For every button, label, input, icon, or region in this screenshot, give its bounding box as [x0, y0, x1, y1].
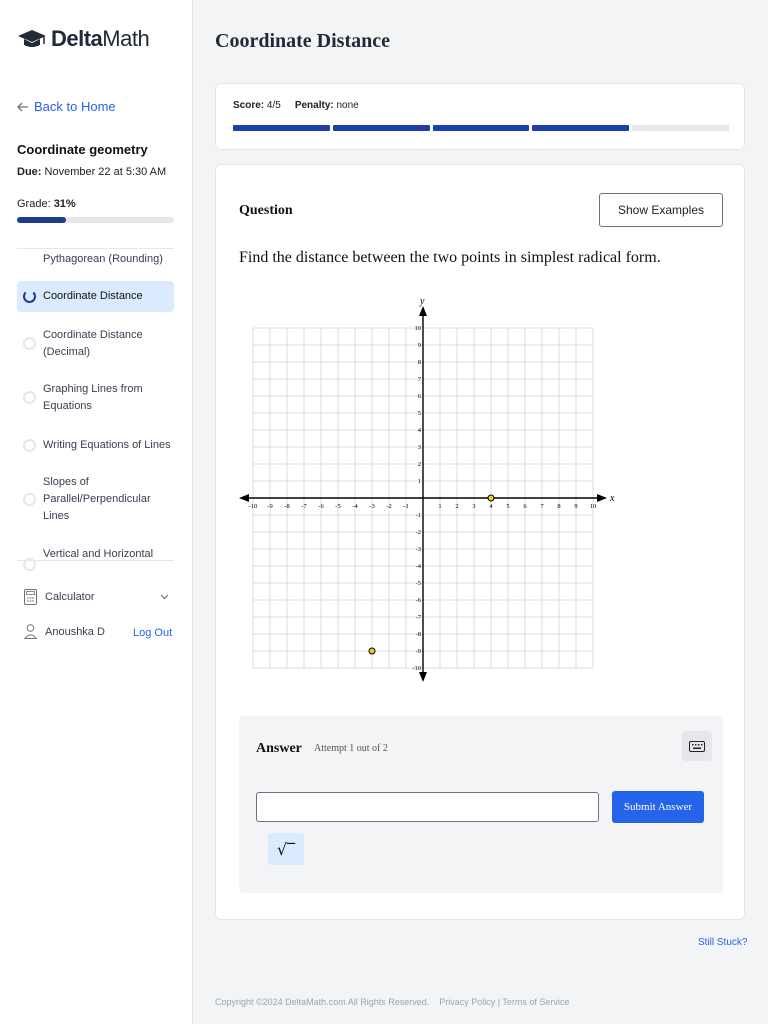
y-tick-label: -5	[415, 580, 421, 587]
keyboard-icon	[689, 741, 705, 752]
data-point	[369, 648, 375, 654]
x-tick-label: -7	[301, 503, 307, 510]
x-axis-label: x	[610, 493, 615, 504]
y-tick-label: -1	[415, 512, 421, 519]
still-stuck-link[interactable]: Still Stuck?	[698, 937, 748, 948]
topic-item-active[interactable]	[17, 281, 174, 312]
submit-answer-button[interactable]: Submit Answer	[612, 791, 704, 823]
x-tick-label: -5	[335, 503, 341, 510]
y-tick-label: -2	[415, 529, 421, 536]
user-icon	[24, 624, 37, 639]
y-tick-label: 6	[417, 393, 421, 400]
x-tick-label: -8	[284, 503, 290, 510]
progress-ring-icon	[23, 439, 36, 452]
score-segment	[433, 125, 530, 131]
assignment-title: Coordinate geometry	[17, 142, 148, 157]
footer-copyright: Copyright ©2024 DeltaMath.com All Rights Reserved.	[215, 997, 430, 1007]
y-tick-label: 4	[417, 427, 421, 434]
calculator-label: Calculator	[45, 591, 95, 603]
x-axis-arrow-right	[597, 494, 607, 502]
progress-ring-icon	[23, 290, 36, 303]
y-tick-label: -9	[415, 648, 421, 655]
score-info	[233, 100, 359, 111]
x-tick-label: 4	[489, 503, 493, 510]
square-root-button[interactable]: √‾	[268, 833, 304, 865]
y-tick-label: -7	[415, 614, 421, 621]
coordinate-plane	[248, 295, 615, 685]
question-text: Find the distance between the two points in simplest radical form.	[239, 249, 661, 266]
progress-ring-icon	[23, 558, 36, 571]
y-tick-label: 8	[417, 359, 421, 366]
y-tick-label: -10	[412, 665, 421, 672]
topic-item[interactable]	[17, 474, 174, 525]
x-tick-label: -9	[267, 503, 273, 510]
topic-item[interactable]	[17, 381, 174, 415]
x-tick-label: 9	[574, 503, 578, 510]
grade-label: Grade:	[17, 198, 54, 210]
answer-panel	[239, 716, 723, 893]
y-tick-label: 1	[417, 478, 421, 485]
x-tick-label: -2	[386, 503, 392, 510]
y-axis-arrow-up	[419, 306, 427, 316]
keyboard-toggle-button[interactable]	[682, 731, 712, 761]
topic-label: Coordinate Distance (Decimal)	[43, 329, 143, 358]
topic-list[interactable]	[17, 248, 174, 561]
score-progress-segments	[233, 125, 729, 131]
x-tick-label: -4	[352, 503, 358, 510]
logo-text-bold: Delta	[51, 26, 103, 51]
x-tick-label: 8	[557, 503, 561, 510]
x-tick-label: 2	[455, 503, 459, 510]
topic-item[interactable]	[17, 327, 174, 361]
y-tick-label: -4	[415, 563, 421, 570]
topic-item[interactable]	[17, 251, 174, 268]
x-tick-label: -6	[318, 503, 324, 510]
topic-label: Slopes of Parallel/Perpendicular Lines	[43, 476, 151, 522]
x-tick-label: 10	[589, 503, 597, 510]
answer-input[interactable]	[256, 792, 599, 822]
y-tick-label: 3	[417, 444, 421, 451]
topic-label: Graphing Lines from Equations	[43, 383, 143, 412]
y-tick-label: 5	[417, 410, 421, 417]
due-label: Due:	[17, 166, 42, 178]
y-tick-label: -6	[415, 597, 421, 604]
y-tick-label: 9	[417, 342, 421, 349]
sidebar	[0, 0, 193, 1024]
logo-text-light: Math	[102, 26, 150, 51]
page-title: Coordinate Distance	[215, 30, 390, 52]
score-segment	[632, 125, 729, 131]
answer-heading: Answer	[256, 741, 302, 756]
y-tick-label: 2	[417, 461, 421, 468]
back-to-home-link[interactable]	[17, 99, 116, 114]
back-to-home-label: Back to Home	[34, 99, 116, 114]
y-axis-arrow-down	[419, 672, 427, 682]
question-card	[215, 164, 745, 920]
y-tick-label: -8	[415, 631, 421, 638]
x-tick-label: -3	[369, 503, 375, 510]
grade	[17, 198, 76, 210]
x-tick-label: 7	[540, 503, 544, 510]
grade-progress-bar	[17, 217, 174, 223]
progress-ring-icon	[23, 493, 36, 506]
score-value: 4/5	[264, 100, 281, 111]
x-tick-label: -1	[403, 503, 409, 510]
topic-label: Writing Equations of Lines	[43, 439, 171, 451]
footer-policy-links[interactable]: Privacy Policy | Terms of Service	[439, 997, 570, 1007]
footer	[215, 997, 569, 1007]
score-segment	[233, 125, 330, 131]
topic-label: Pythagorean (Rounding)	[43, 253, 163, 265]
x-tick-label: 5	[506, 503, 510, 510]
progress-ring-icon	[23, 391, 36, 404]
user-profile	[24, 624, 105, 639]
attempt-counter: Attempt 1 out of 2	[314, 743, 388, 754]
due-value: November 22 at 5:30 AM	[41, 166, 167, 178]
x-axis-arrow-left	[239, 494, 249, 502]
show-examples-button[interactable]: Show Examples	[599, 193, 723, 227]
x-tick-label: 1	[438, 503, 442, 510]
y-tick-label: 10	[414, 325, 421, 332]
x-tick-label: 3	[472, 503, 476, 510]
grade-value: 31%	[53, 198, 76, 210]
score-label: Score:	[233, 100, 265, 111]
question-heading: Question	[239, 203, 293, 218]
score-segment	[532, 125, 629, 131]
topic-item[interactable]	[17, 437, 174, 454]
graduation-cap-icon	[17, 28, 47, 50]
progress-ring-icon	[23, 337, 36, 350]
due-date	[17, 166, 166, 178]
y-tick-label: 7	[417, 376, 421, 383]
topic-label: Vertical and Horizontal	[43, 548, 154, 560]
score-segment	[333, 125, 430, 131]
deltamath-logo[interactable]	[17, 26, 149, 52]
grade-progress-fill	[17, 217, 66, 223]
progress-ring-icon	[23, 247, 36, 260]
x-tick-label: -10	[248, 503, 258, 510]
chevron-down-icon	[160, 594, 169, 600]
y-tick-label: -3	[415, 546, 421, 553]
user-name: Anoushka D	[45, 625, 105, 638]
topic-item[interactable]	[17, 546, 174, 563]
data-point	[488, 495, 494, 501]
calculator-toggle[interactable]	[24, 589, 169, 605]
x-tick-label: 6	[523, 503, 527, 510]
calculator-icon	[24, 589, 37, 605]
score-card	[215, 83, 745, 150]
y-axis-label: y	[420, 296, 425, 307]
topic-label: Coordinate Distance	[43, 290, 143, 302]
arrow-left-icon	[17, 102, 29, 112]
penalty-value: none	[333, 100, 359, 111]
penalty-label: Penalty:	[294, 100, 334, 111]
logout-link[interactable]: Log Out	[133, 627, 173, 639]
